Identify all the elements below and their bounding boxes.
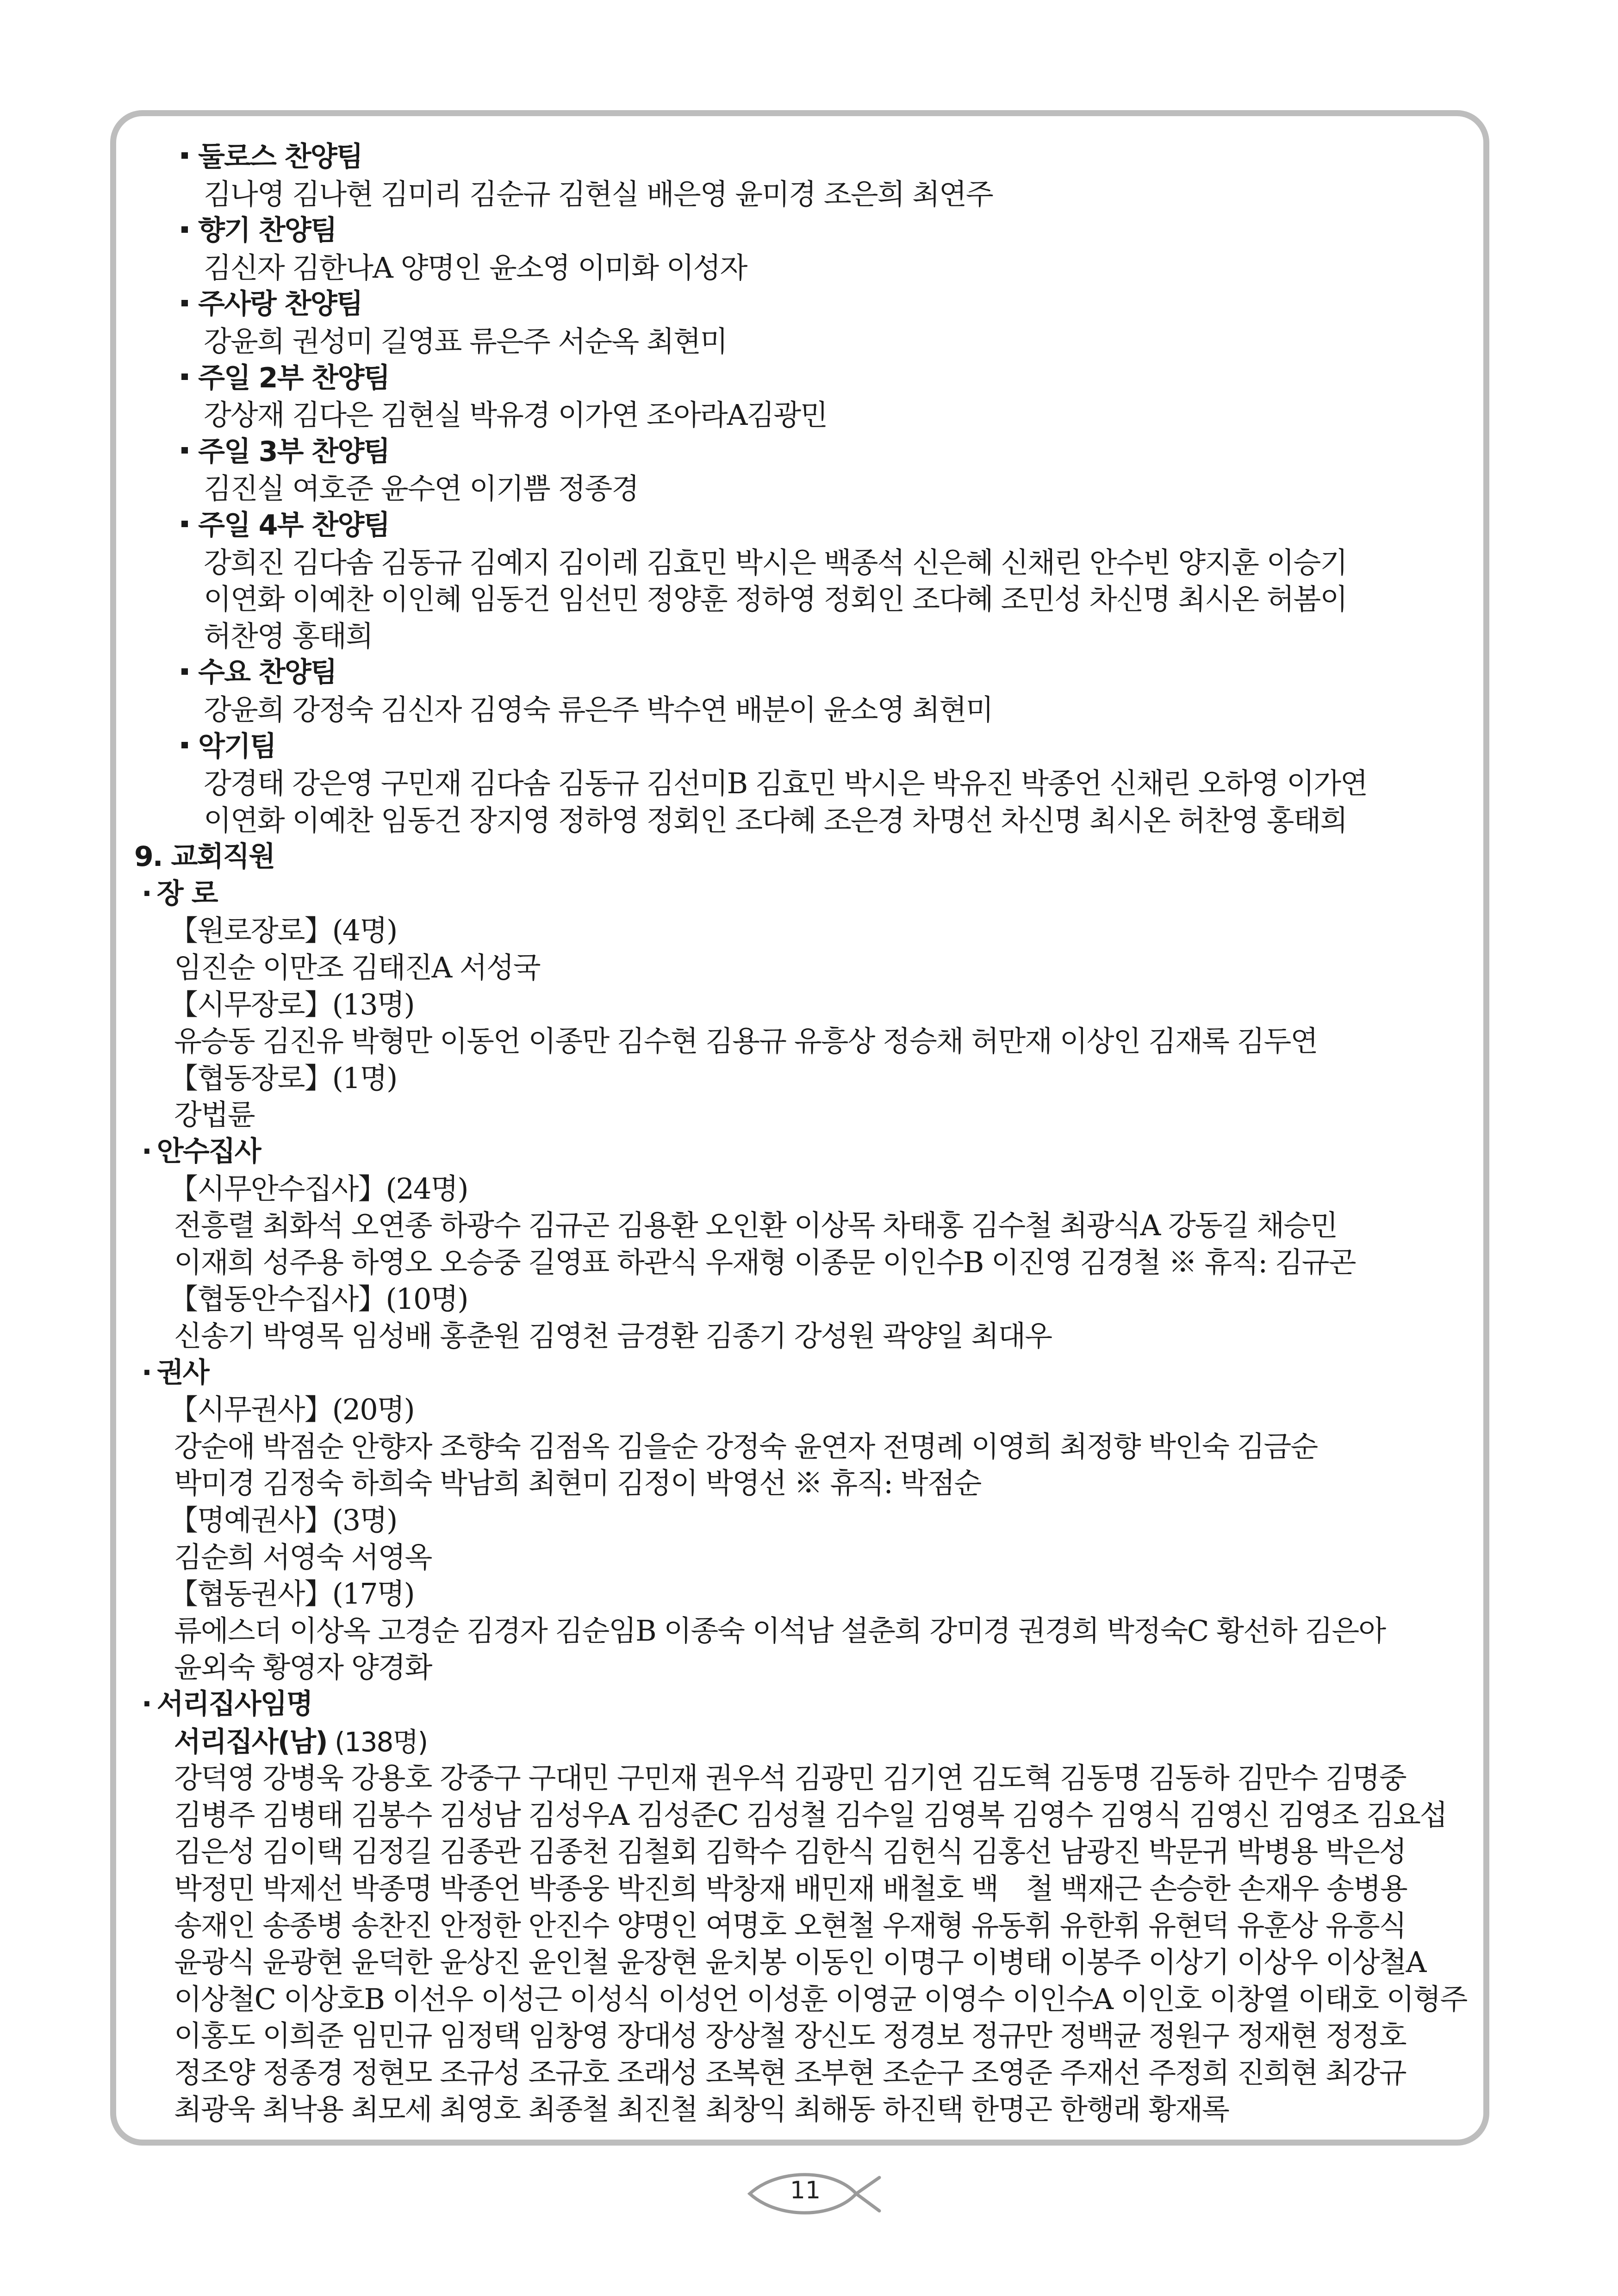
acting-deacons-count: (138명) bbox=[327, 1726, 428, 1758]
team-heading bbox=[134, 139, 1495, 176]
kwonsa-names: 강순애 박점순 안향자 조향숙 김점옥 김을순 강정숙 윤연자 전명례 이영희 최정향 박인숙 김금순 bbox=[174, 1429, 1318, 1463]
acting-deacons-sublabel: 서리집사(남) bbox=[174, 1725, 327, 1758]
square-bullet-icon bbox=[181, 373, 188, 380]
team-members: 강경태 강은영 구민재 김다솜 김동규 김선미B 김효민 박시은 박유진 박종언 신채린 오하영 이가연 bbox=[204, 766, 1367, 801]
kwonsa-names: 윤외숙 황영자 양경화 bbox=[174, 1650, 432, 1685]
acting-deacons-names: 송재인 송종병 송찬진 안정한 안진수 양명인 여명호 오현철 우재형 유동휘 유한휘 유현덕 유훈상 유흥식 bbox=[174, 1908, 1406, 1942]
team-heading bbox=[134, 212, 1495, 249]
bullet-dot-icon: · bbox=[142, 1356, 151, 1389]
kwonsa-subgroup-label: 【명예권사】(3명) bbox=[169, 1503, 397, 1537]
square-bullet-icon bbox=[181, 521, 188, 527]
square-bullet-icon bbox=[181, 300, 188, 306]
team-members: 김신자 김한나A 양명인 윤소영 이미화 이성자 bbox=[204, 250, 747, 285]
square-bullet-icon bbox=[181, 668, 188, 675]
deacons-names: 신송기 박영목 임성배 홍춘원 김영천 금경환 김종기 강성원 곽양일 최대우 bbox=[174, 1319, 1052, 1353]
deacons-names: 이재희 성주용 하영오 오승중 길영표 하관식 우재형 이종문 이인수B 이진영 김경철 ※ 휴직: 김규곤 bbox=[174, 1245, 1356, 1279]
elders-names: 임진순 이만조 김태진A 서성국 bbox=[174, 951, 540, 985]
team-heading bbox=[134, 507, 1495, 544]
kwonsa-subgroup-label: 【시무권사】(20명) bbox=[169, 1393, 414, 1427]
deacons-names: 전흥렬 최화석 오연종 하광수 김규곤 김용환 오인환 이상목 차태홍 김수철 최광식A 강동길 채승민 bbox=[174, 1208, 1338, 1243]
team-name: 수요 찬양팀 bbox=[198, 656, 336, 689]
team-heading bbox=[134, 434, 1495, 471]
acting-deacons-names: 강덕영 강병욱 강용호 강중구 구대민 구민재 권우석 김광민 김기연 김도혁 김동명 김동하 김만수 김명중 bbox=[174, 1761, 1406, 1795]
team-name: 둘로스 찬양팀 bbox=[198, 141, 362, 173]
team-name: 향기 찬양팀 bbox=[198, 214, 336, 247]
section-title: 9. 교회직원 bbox=[134, 840, 275, 873]
kwonsa-subgroup-label: 【협동권사】(17명) bbox=[169, 1577, 414, 1611]
team-members: 강희진 김다솜 김동규 김예지 김이레 김효민 박시은 백종석 신은혜 신채린 안수빈 양지훈 이승기 bbox=[204, 545, 1347, 579]
kwonsa-title: 권사 bbox=[156, 1356, 209, 1389]
square-bullet-icon bbox=[181, 226, 188, 233]
kwonsa-heading bbox=[134, 1355, 1495, 1392]
acting-deacons-heading bbox=[134, 1686, 1495, 1723]
acting-deacons-title: 서리집사임명 bbox=[156, 1687, 312, 1720]
bullet-dot-icon: · bbox=[142, 877, 151, 910]
bullet-dot-icon: · bbox=[142, 1687, 151, 1720]
team-name: 주일 3부 찬양팀 bbox=[198, 435, 390, 468]
team-name: 주사랑 찬양팀 bbox=[198, 288, 362, 321]
kwonsa-names: 김순희 서영숙 서영옥 bbox=[174, 1540, 432, 1574]
team-members: 이연화 이예찬 임동건 장지영 정하영 정회인 조다혜 조은경 차명선 차신명 최시온 허찬영 홍태희 bbox=[204, 803, 1347, 837]
page-number-badge bbox=[741, 2168, 884, 2219]
team-heading bbox=[134, 728, 1495, 765]
elders-subgroup-label: 【시무장로】(13명) bbox=[169, 987, 414, 1021]
bullet-dot-icon: · bbox=[142, 1135, 151, 1168]
team-members: 김나영 김나현 김미리 김순규 김현실 배은영 윤미경 조은희 최연주 bbox=[204, 177, 993, 211]
acting-deacons-names: 김은성 김이택 김정길 김종관 김종천 김철회 김학수 김한식 김헌식 김홍선 남광진 박문귀 박병용 박은성 bbox=[174, 1835, 1406, 1869]
kwonsa-names: 박미경 김정숙 하희숙 박남희 최현미 김정이 박영선 ※ 휴직: 박점순 bbox=[174, 1466, 981, 1500]
deacons-title: 안수집사 bbox=[156, 1135, 261, 1168]
document-body bbox=[134, 139, 1495, 2128]
elders-names: 강법륜 bbox=[174, 1098, 255, 1132]
team-heading bbox=[134, 286, 1495, 323]
acting-deacons-names: 최광욱 최낙용 최모세 최영호 최종철 최진철 최창익 최해동 하진택 한명곤 한행래 황재록 bbox=[174, 2092, 1229, 2127]
team-heading bbox=[134, 654, 1495, 691]
team-name: 주일 2부 찬양팀 bbox=[198, 361, 390, 394]
team-name: 악기팀 bbox=[198, 730, 276, 763]
team-members: 김진실 여호준 윤수연 이기쁨 정종경 bbox=[204, 472, 639, 506]
square-bullet-icon bbox=[181, 152, 188, 159]
team-members: 허찬영 홍태희 bbox=[204, 619, 373, 653]
elders-heading bbox=[134, 876, 1495, 913]
acting-deacons-names: 김병주 김병태 김봉수 김성남 김성우A 김성준C 김성철 김수일 김영복 김영수 김영식 김영신 김영조 김요섭 bbox=[174, 1798, 1447, 1832]
deacons-subgroup-label: 【협동안수집사】(10명) bbox=[169, 1282, 468, 1316]
elders-subgroup-label: 【협동장로】(1명) bbox=[169, 1061, 397, 1095]
team-members: 강윤희 권성미 길영표 류은주 서순옥 최현미 bbox=[204, 324, 727, 358]
kwonsa-names: 류에스더 이상옥 고경순 김경자 김순임B 이종숙 이석남 설춘희 강미경 권경희 박정숙C 황선하 김은아 bbox=[174, 1613, 1386, 1648]
team-heading bbox=[134, 360, 1495, 397]
team-name: 주일 4부 찬양팀 bbox=[198, 509, 390, 541]
acting-deacons-names: 이홍도 이희준 임민규 임정택 임창영 장대성 장상철 장신도 정경보 정규만 정백균 정원구 정재현 정정호 bbox=[174, 2019, 1406, 2053]
acting-deacons-subheading bbox=[134, 1723, 1495, 1760]
acting-deacons-names: 윤광식 윤광현 윤덕한 윤상진 윤인철 윤장현 윤치봉 이동인 이명구 이병태 이봉주 이상기 이상우 이상철A bbox=[174, 1945, 1426, 1979]
team-members: 이연화 이예찬 이인혜 임동건 임선민 정양훈 정하영 정회인 조다혜 조민성 차신명 최시온 허봄이 bbox=[204, 582, 1347, 616]
acting-deacons-names: 박정민 박제선 박종명 박종언 박종웅 박진희 박창재 배민재 배철호 백 철 백재근 손승한 손재우 송병용 bbox=[174, 1871, 1407, 1905]
elders-title: 장 로 bbox=[156, 877, 218, 910]
square-bullet-icon bbox=[181, 447, 188, 454]
deacons-heading bbox=[134, 1133, 1495, 1170]
page-number: 11 bbox=[790, 2177, 821, 2204]
acting-deacons-names: 정조양 정종경 정현모 조규성 조규호 조래성 조복현 조부현 조순구 조영준 주재선 주정희 진희현 최강규 bbox=[174, 2055, 1406, 2090]
team-members: 강윤희 강정숙 김신자 김영숙 류은주 박수연 배분이 윤소영 최현미 bbox=[204, 692, 993, 727]
elders-subgroup-label: 【원로장로】(4명) bbox=[169, 914, 397, 948]
square-bullet-icon bbox=[181, 742, 188, 748]
team-members: 강상재 김다은 김현실 박유경 이가연 조아라A김광민 bbox=[204, 398, 828, 432]
elders-names: 유승동 김진유 박형만 이동언 이종만 김수현 김용규 유흥상 정승채 허만재 이상인 김재록 김두연 bbox=[174, 1024, 1318, 1058]
acting-deacons-names: 이상철C 이상호B 이선우 이성근 이성식 이성언 이성훈 이영균 이영수 이인수A 이인호 이창열 이태호 이형주 bbox=[174, 1982, 1467, 2016]
deacons-subgroup-label: 【시무안수집사】(24명) bbox=[169, 1171, 468, 1206]
